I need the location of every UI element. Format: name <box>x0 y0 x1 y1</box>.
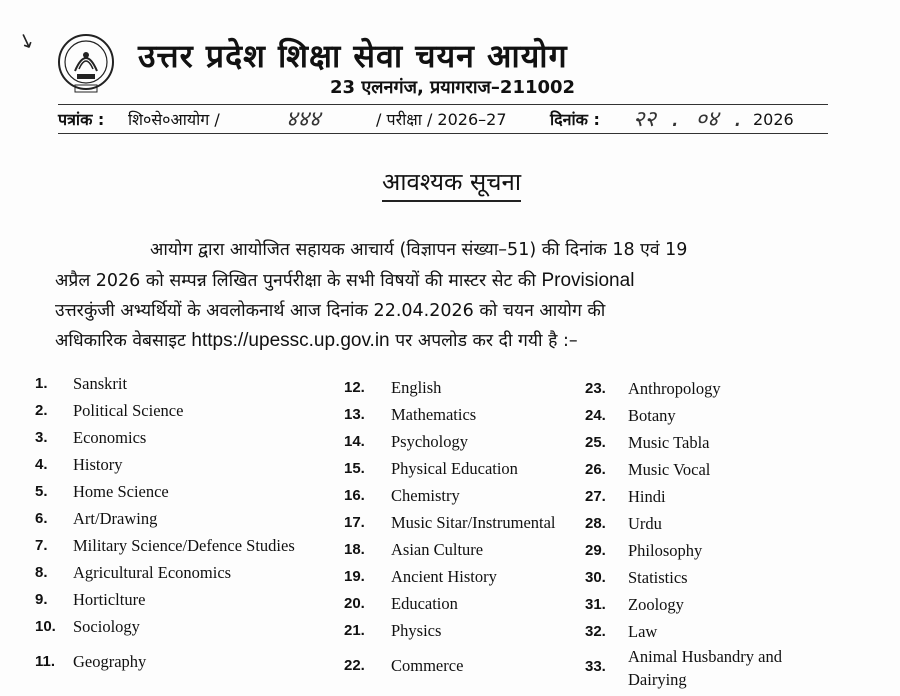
date-year: 2026 <box>753 110 794 129</box>
notice-line-4-text: अधिकारिक वेबसाइट <box>55 331 186 351</box>
ref-suffix: / परीक्षा / 2026–27 <box>376 110 507 129</box>
ref-label: पत्रांक : <box>58 110 105 129</box>
notice-line-4 <box>55 328 825 352</box>
subject-number: 22. <box>344 657 365 674</box>
date-label: दिनांक : <box>550 110 600 129</box>
reference-line <box>58 104 828 134</box>
subject-name: Sociology <box>73 617 140 636</box>
subject-name: Ancient History <box>391 567 497 586</box>
subject-number: 4. <box>35 456 48 473</box>
handwritten-letter-number: ४४४ <box>286 107 321 132</box>
subject-number: 5. <box>35 483 48 500</box>
subject-name: Botany <box>628 406 676 425</box>
subject-name: Law <box>628 622 658 641</box>
subject-number: 32. <box>585 623 606 640</box>
subject-number: 3. <box>35 429 48 446</box>
subject-number: 11. <box>35 653 56 670</box>
subject-number: 27. <box>585 488 606 505</box>
subject-number: 18. <box>344 541 365 558</box>
notice-line-2 <box>55 268 825 292</box>
subject-number: 2. <box>35 402 48 419</box>
subject-name: Urdu <box>628 514 662 533</box>
organization-address: 23 एलनगंज, प्रयागराज–211002 <box>330 77 576 98</box>
subject-name: Horticlture <box>73 590 146 609</box>
subject-name: Political Science <box>73 401 184 420</box>
notice-title: आवश्यक सूचना <box>382 165 521 202</box>
subject-name: Hindi <box>628 487 666 506</box>
subject-number: 21. <box>344 622 365 639</box>
subject-number: 7. <box>35 537 48 554</box>
subject-number: 9. <box>35 591 48 608</box>
subject-name: Animal Husbandry and <box>628 647 782 666</box>
handwritten-date: २२ . ०४ . <box>633 107 745 132</box>
organization-title: उत्तर प्रदेश शिक्षा सेवा चयन आयोग <box>138 37 568 75</box>
subject-number: 12. <box>344 379 365 396</box>
emblem-logo-icon <box>57 33 115 95</box>
subject-name: Music Tabla <box>628 433 710 452</box>
subject-number: 14. <box>344 433 365 450</box>
subject-number: 23. <box>585 380 606 397</box>
subject-name: Philosophy <box>628 541 703 560</box>
subject-name: Zoology <box>628 595 684 614</box>
subject-name: Chemistry <box>391 486 460 505</box>
subject-name: Music Vocal <box>628 460 711 479</box>
subject-name: Psychology <box>391 432 469 451</box>
subject-name: Education <box>391 594 458 613</box>
subject-name-line-2: Dairying <box>628 670 687 689</box>
subject-number: 25. <box>585 434 606 451</box>
subject-number: 31. <box>585 596 606 613</box>
subject-name: Asian Culture <box>391 540 484 559</box>
subject-name: Geography <box>73 652 147 671</box>
notice-line-4-tail: पर अपलोड कर दी गयी है :– <box>395 331 578 351</box>
notice-line-3: उत्तरकुंजी अभ्यर्थियों के अवलोकनार्थ आज दिनांक 22.04.2026 को चयन आयोग की <box>55 301 606 321</box>
subject-name: Physical Education <box>391 459 518 478</box>
subject-number: 29. <box>585 542 606 559</box>
subject-name: Military Science/Defence Studies <box>73 536 295 555</box>
subject-name: Sanskrit <box>73 374 128 393</box>
subject-number: 15. <box>344 460 365 477</box>
ref-prefix: शि०से०आयोग / <box>128 110 220 129</box>
subject-name: Music Sitar/Instrumental <box>391 513 556 532</box>
subject-number: 24. <box>585 407 606 424</box>
subject-number: 17. <box>344 514 365 531</box>
notice-line-2-text: अप्रैल 2026 को सम्पन्न लिखित पुनर्परीक्षा के सभी विषयों की मास्टर सेट की <box>55 271 536 291</box>
subject-name: Home Science <box>73 482 169 501</box>
subject-number: 33. <box>585 658 606 675</box>
provisional-word: Provisional <box>541 270 635 291</box>
subject-number: 19. <box>344 568 365 585</box>
subject-number: 26. <box>585 461 606 478</box>
subject-name: English <box>391 378 442 397</box>
subject-number: 8. <box>35 564 48 581</box>
corner-mark: ↘ <box>14 25 39 55</box>
subject-number: 13. <box>344 406 365 423</box>
subject-name: Anthropology <box>628 379 721 398</box>
subject-name: Art/Drawing <box>73 509 158 528</box>
subject-name: History <box>73 455 123 474</box>
subject-name: Commerce <box>391 656 464 675</box>
subject-name: Mathematics <box>391 405 477 424</box>
notice-line-1: आयोग द्वारा आयोजित सहायक आचार्य (विज्ञापन संख्या–51) की दिनांक 18 एवं 19 <box>150 240 688 260</box>
subject-number: 16. <box>344 487 365 504</box>
subject-number: 1. <box>35 375 48 392</box>
subject-number: 20. <box>344 595 365 612</box>
subject-name: Physics <box>391 621 442 640</box>
website-link[interactable]: https://upessc.up.gov.in <box>191 330 390 351</box>
subject-number: 10. <box>35 618 56 635</box>
subject-name: Economics <box>73 428 147 447</box>
subject-number: 28. <box>585 515 606 532</box>
subject-number: 6. <box>35 510 48 527</box>
subject-name: Statistics <box>628 568 688 587</box>
subject-name: Agricultural Economics <box>73 563 232 582</box>
subject-number: 30. <box>585 569 606 586</box>
